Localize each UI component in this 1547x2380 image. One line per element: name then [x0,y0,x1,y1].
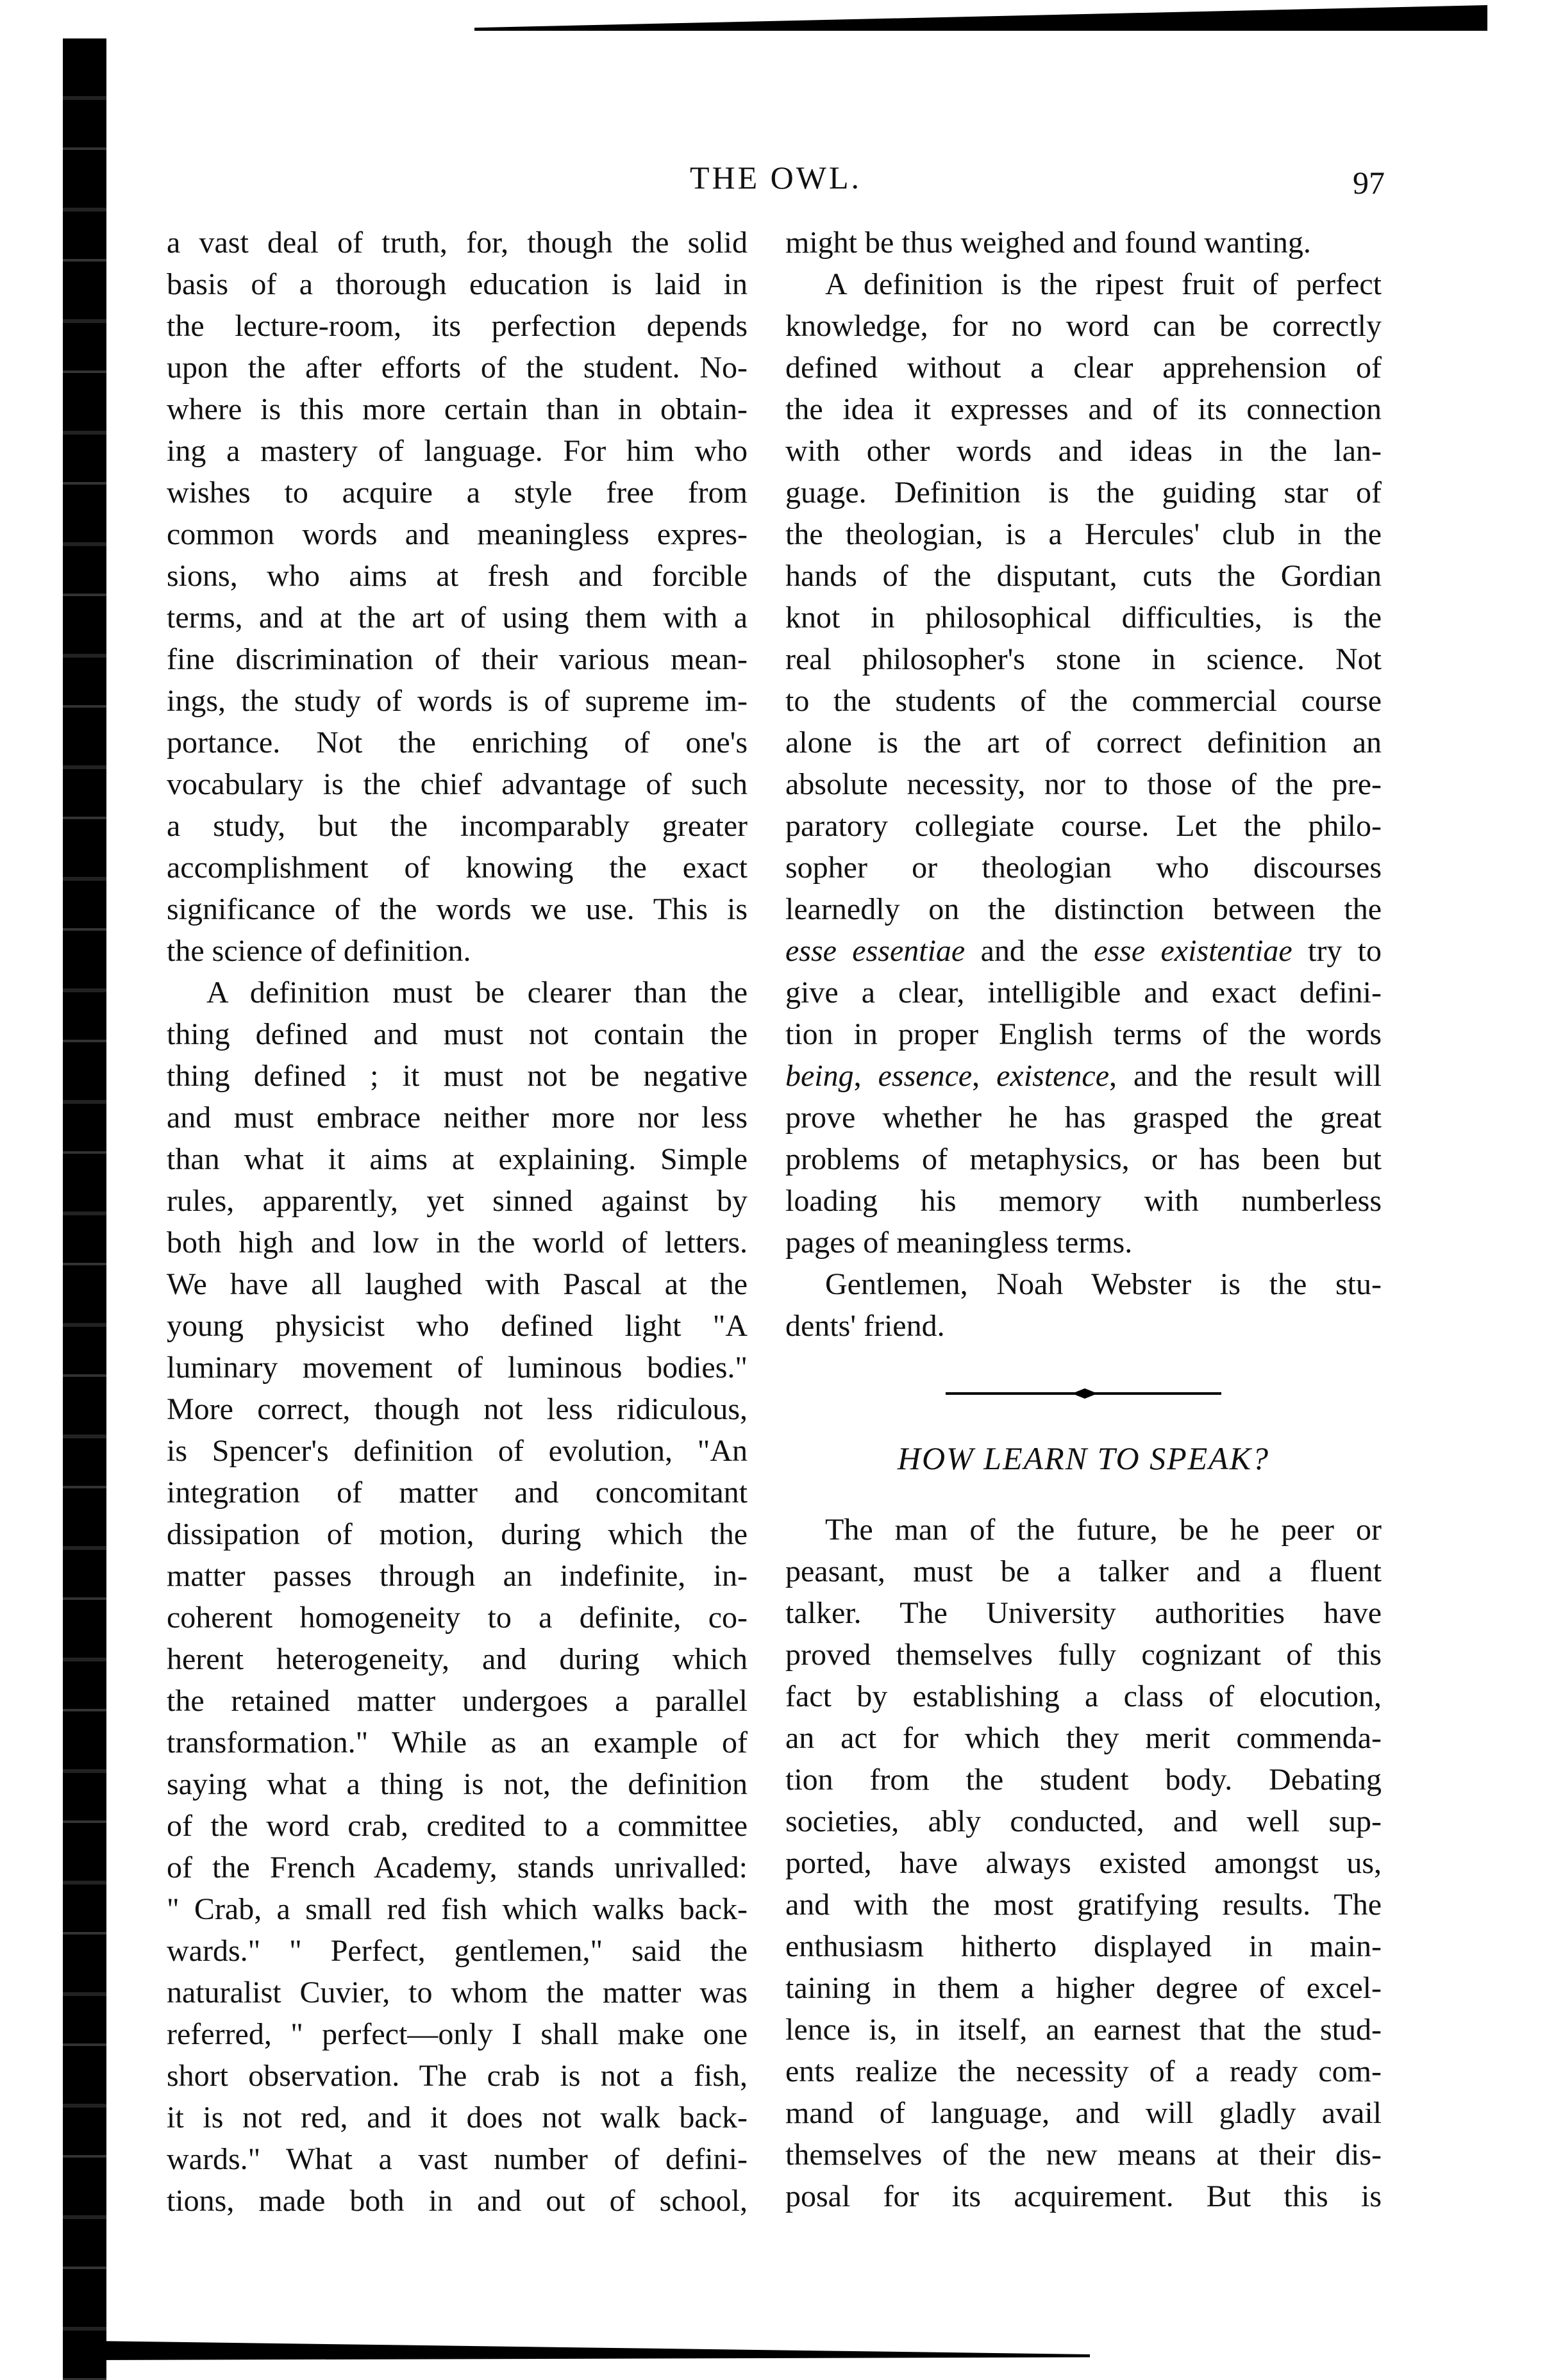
text-line: alone is the art of correct definition an [785,726,1382,760]
text-line: transformation." While as an example of [167,1726,748,1760]
text-line: might be thus weighed and found wanting. [785,226,1311,260]
text-line: dents' friend. [785,1309,945,1343]
text-line: rules, apparently, yet sinned against by [167,1184,748,1218]
italic-term: essence [878,1059,973,1093]
text-line: of the French Academy, stands unrivalled: [167,1851,748,1885]
text-line: lence is, in itself, an earnest that the stud- [785,2013,1382,2047]
text-line: terms, and at the art of using them with a [167,601,748,635]
text-line: dissipation of motion, during which the [167,1517,748,1551]
text-line: with other words and ideas in the lan- [785,434,1382,468]
text-line: Gentlemen, Noah Webster is the stu- [825,1267,1382,1301]
text-line: it is not red, and it does not walk back- [167,2101,748,2135]
text-line: thing defined ; it must not be negative [167,1059,748,1093]
section-divider-ornament-icon [1072,1388,1098,1399]
text-line: sions, who aims at fresh and forcible [167,559,748,593]
text-line: wards." " Perfect, gentlemen," said the [167,1934,748,1968]
text-line: than what it aims at explaining. Simple [167,1142,748,1176]
text-line: luminary movement of luminous bodies." [167,1351,748,1385]
text-line: absolute necessity, nor to those of the pre- [785,767,1382,801]
text-line: " Crab, a small red fish which walks back- [167,1892,748,1926]
text-run: try to [1292,934,1382,968]
text-line: upon the after efforts of the student. No- [167,351,748,385]
scan-border-left [63,38,106,2380]
text-line: sopher or theologian who discourses [785,851,1382,885]
scan-border-top [474,5,1487,31]
text-line: fact by establishing a class of elocution, [785,1679,1382,1713]
text-line: short observation. The crab is not a fish, [167,2059,748,2093]
text-line: A definition is the ripest fruit of perfect [825,267,1382,301]
text-line: tion from the student body. Debating [785,1763,1382,1797]
text-line: an act for which they merit commenda- [785,1721,1382,1755]
italic-term: existence [996,1059,1109,1093]
text-line: coherent homogeneity to a definite, co- [167,1601,748,1635]
text-run: , and the result will [1109,1059,1382,1093]
text-line: More correct, though not less ridiculous, [167,1392,748,1426]
text-line: accomplishment of knowing the exact [167,851,748,885]
text-line: vocabulary is the chief advantage of such [167,767,748,801]
section-heading: HOW LEARN TO SPEAK? [897,1440,1270,1476]
text-line: themselves of the new means at their dis- [785,2138,1382,2172]
text-line: problems of metaphysics, or has been but [785,1142,1382,1176]
text-line: wards." What a vast number of defini- [167,2142,748,2176]
italic-term: esse existentiae [1094,934,1292,968]
text-line: the retained matter undergoes a parallel [167,1684,748,1718]
text-run: , [853,1059,878,1093]
text-line: matter passes through an indefinite, in- [167,1559,748,1593]
text-line: saying what a thing is not, the definition [167,1767,748,1801]
text-line: tions, made both in and out of school, [167,2184,748,2218]
text-run: and the [965,934,1094,968]
text-line: referred, " perfect—only I shall make one [167,2017,748,2051]
text-line: to the students of the commercial course [785,684,1382,718]
text-line: prove whether he has grasped the great [785,1101,1382,1135]
text-line: is Spencer's definition of evolution, "An [167,1434,748,1468]
text-line [785,1056,1382,1096]
text-line: mand of language, and will gladly avail [785,2096,1382,2130]
text-line: talker. The University authorities have [785,1596,1382,1630]
italic-term: esse essentiae [785,934,966,968]
text-line: both high and low in the world of letters. [167,1226,748,1260]
text-line: common words and meaningless expres- [167,517,748,551]
running-head: THE OWL. [689,160,862,196]
text-line: peasant, must be a talker and a fluent [785,1554,1382,1588]
text-line: the lecture-room, its perfection depends [167,309,748,343]
text-line: knot in philosophical difficulties, is the [785,601,1382,635]
text-line: where is this more certain than in obtain- [167,392,748,426]
text-line: ing a mastery of language. For him who [167,434,748,468]
text-line: wishes to acquire a style free from [167,476,748,510]
page-number: 97 [1353,165,1385,201]
text-line: the theologian, is a Hercules' club in the [785,517,1382,551]
text-line: naturalist Cuvier, to whom the matter was [167,1976,748,2010]
text-line: give a clear, intelligible and exact defini- [785,976,1382,1010]
text-line: thing defined and must not contain the [167,1017,748,1051]
text-line: fine discrimination of their various mean- [167,642,748,676]
text-line: A definition must be clearer than the [206,976,748,1010]
text-line: pages of meaningless terms. [785,1226,1133,1260]
text-line: of the word crab, credited to a committee [167,1809,748,1843]
text-line: and must embrace neither more nor less [167,1101,748,1135]
text-line: real philosopher's stone in science. Not [785,642,1382,676]
text-line: a study, but the incomparably greater [167,809,748,843]
text-line: societies, ably conducted, and well sup- [785,1804,1382,1838]
text-line: ported, have always existed amongst us, [785,1846,1382,1880]
text-line: knowledge, for no word can be correctly [785,309,1382,343]
text-line: herent heterogeneity, and during which [167,1642,748,1676]
text-line: young physicist who defined light "A [167,1309,748,1343]
text-line: the idea it expresses and of its connection [785,392,1382,426]
text-line: the science of definition. [167,934,471,968]
text-line: ents realize the necessity of a ready com- [785,2054,1382,2088]
text-line: hands of the disputant, cuts the Gordian [785,559,1382,593]
text-line: The man of the future, be he peer or [825,1513,1382,1547]
italic-term: being [785,1059,854,1093]
text-line: basis of a thorough education is laid in [167,267,748,301]
text-line: learnedly on the distinction between the [785,892,1382,926]
text-line: significance of the words we use. This is [167,892,748,926]
text-line: guage. Definition is the guiding star of [785,476,1382,510]
text-line: tion in proper English terms of the words [785,1017,1382,1051]
text-line: integration of matter and concomitant [167,1476,748,1510]
text-line [785,931,1382,971]
text-line: enthusiasm hitherto displayed in main- [785,1929,1382,1963]
text-line: ings, the study of words is of supreme im- [167,684,748,718]
text-line: paratory collegiate course. Let the philo- [785,809,1382,843]
scan-border-bottom [90,2341,1090,2360]
text-line: a vast deal of truth, for, though the solid [167,226,748,260]
text-line: posal for its acquirement. But this is [785,2179,1382,2213]
text-line: defined without a clear apprehension of [785,351,1382,385]
text-line: and with the most gratifying results. The [785,1888,1382,1922]
text-line: portance. Not the enriching of one's [167,726,748,760]
text-line: proved themselves fully cognizant of this [785,1638,1382,1672]
text-line: We have all laughed with Pascal at the [167,1267,748,1301]
text-line: loading his memory with numberless [785,1184,1382,1218]
text-run: , [972,1059,997,1093]
text-line: taining in them a higher degree of excel- [785,1971,1382,2005]
